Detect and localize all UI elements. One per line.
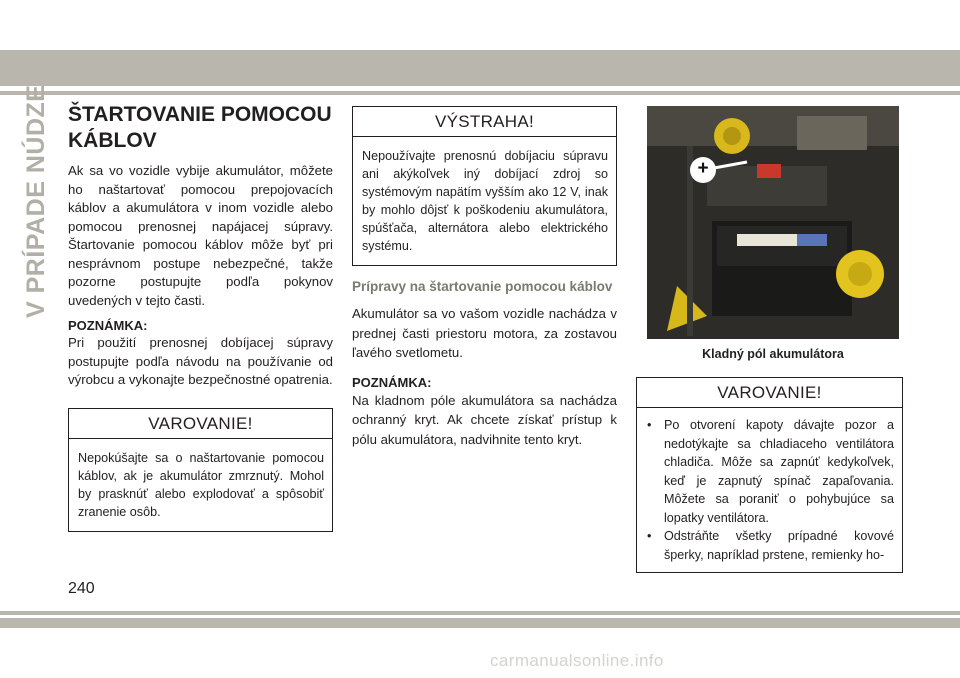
note-text: Na kladnom póle akumulátora sa nachádza ochranný kryt. Ak chcete získať prístup k pólu akumulátora, nadvihnite tento kryt.: [352, 392, 617, 447]
section-title: ŠTARTOVANIE POMOCOU KÁBLOV: [68, 103, 332, 152]
header-rule: [0, 91, 960, 95]
battery-location-text: Akumulátor sa vo vašom vozidle nachádza v prednej časti priestoru motora, za zostavou ľavého svetlometu.: [352, 306, 617, 360]
note-text: Pri použití prenosnej dobíjacej súpravy postupujte podľa návodu na používanie od výrobcu a vykonajte bezpečnostné opatrenia.: [68, 335, 333, 387]
caution-list: [645, 416, 894, 564]
page-number: 240: [68, 580, 95, 597]
caution-heading: VAROVANIE!: [69, 409, 332, 439]
header-band: [0, 50, 960, 86]
positive-terminal-label: +: [697, 158, 709, 179]
column-3: [636, 102, 903, 573]
caution-box: [68, 408, 333, 532]
list-item: • Odstráňte všetky prípadné kovové šperky, napríklad prstene, remienky ho-: [645, 527, 894, 564]
caution-text: Nepokúšajte sa o naštartovanie pomocou káblov, ak je akumulátor zmrznutý. Mohol by prasknúť alebo explodovať a spôsobiť zranenie osôb.: [78, 450, 324, 519]
preparation-subheading: Prípravy na štartovanie pomocou káblov: [352, 279, 613, 294]
warning-text: Nepoužívajte prenosnú dobíjaciu súpravu ani akýkoľvek iný dobíjací zdroj so systémovým napätím vyšším ako 12 V, inak by mohlo dôjsť k poškodeniu akumulátora, spúšťača, alternátora alebo elektrického systému.: [362, 149, 608, 253]
list-item: • Po otvorení kapoty dávajte pozor a nedotýkajte sa chladiaceho ventilátora chladiča. Môže sa zapnúť kedykoľvek, keď je zapnutý spínač zapaľovania. Môžete sa poraniť o pohybujúce sa lopatky ventilátora.: [645, 416, 894, 527]
note-heading: POZNÁMKA:: [68, 318, 148, 333]
column-1: [68, 102, 333, 532]
caution-box-2: [636, 377, 903, 573]
caution-list-wrapper: [637, 408, 902, 572]
intro-paragraph: Ak sa vo vozidle vybije akumulátor, môžete ho naštartovať pomocou prepojovacích káblov a akumulátora v inom vozidle alebo pomocou prenosnej napájacej súpravy. Štartovanie pomocou káblov môže byť pri nesprávnom postupe nebezpečné, takže pozorne postupujte podľa pokynov uvedených v tejto časti.: [68, 163, 333, 308]
note-heading: POZNÁMKA:: [352, 374, 432, 390]
footer-rule: [0, 611, 960, 615]
side-tab-label: V PRÍPADE NÚDZE: [22, 84, 50, 318]
battery-photo: [647, 106, 899, 339]
engine-bay-illustration: [647, 106, 899, 339]
caution-heading-2: VAROVANIE!: [637, 378, 902, 408]
column-2: [352, 102, 617, 449]
warning-heading: VÝSTRAHA!: [353, 107, 616, 137]
photo-caption: Kladný pól akumulátora: [702, 347, 844, 361]
watermark-text: carmanualsonline.info: [490, 651, 664, 670]
footer-band: [0, 618, 960, 628]
warning-box: [352, 106, 617, 266]
